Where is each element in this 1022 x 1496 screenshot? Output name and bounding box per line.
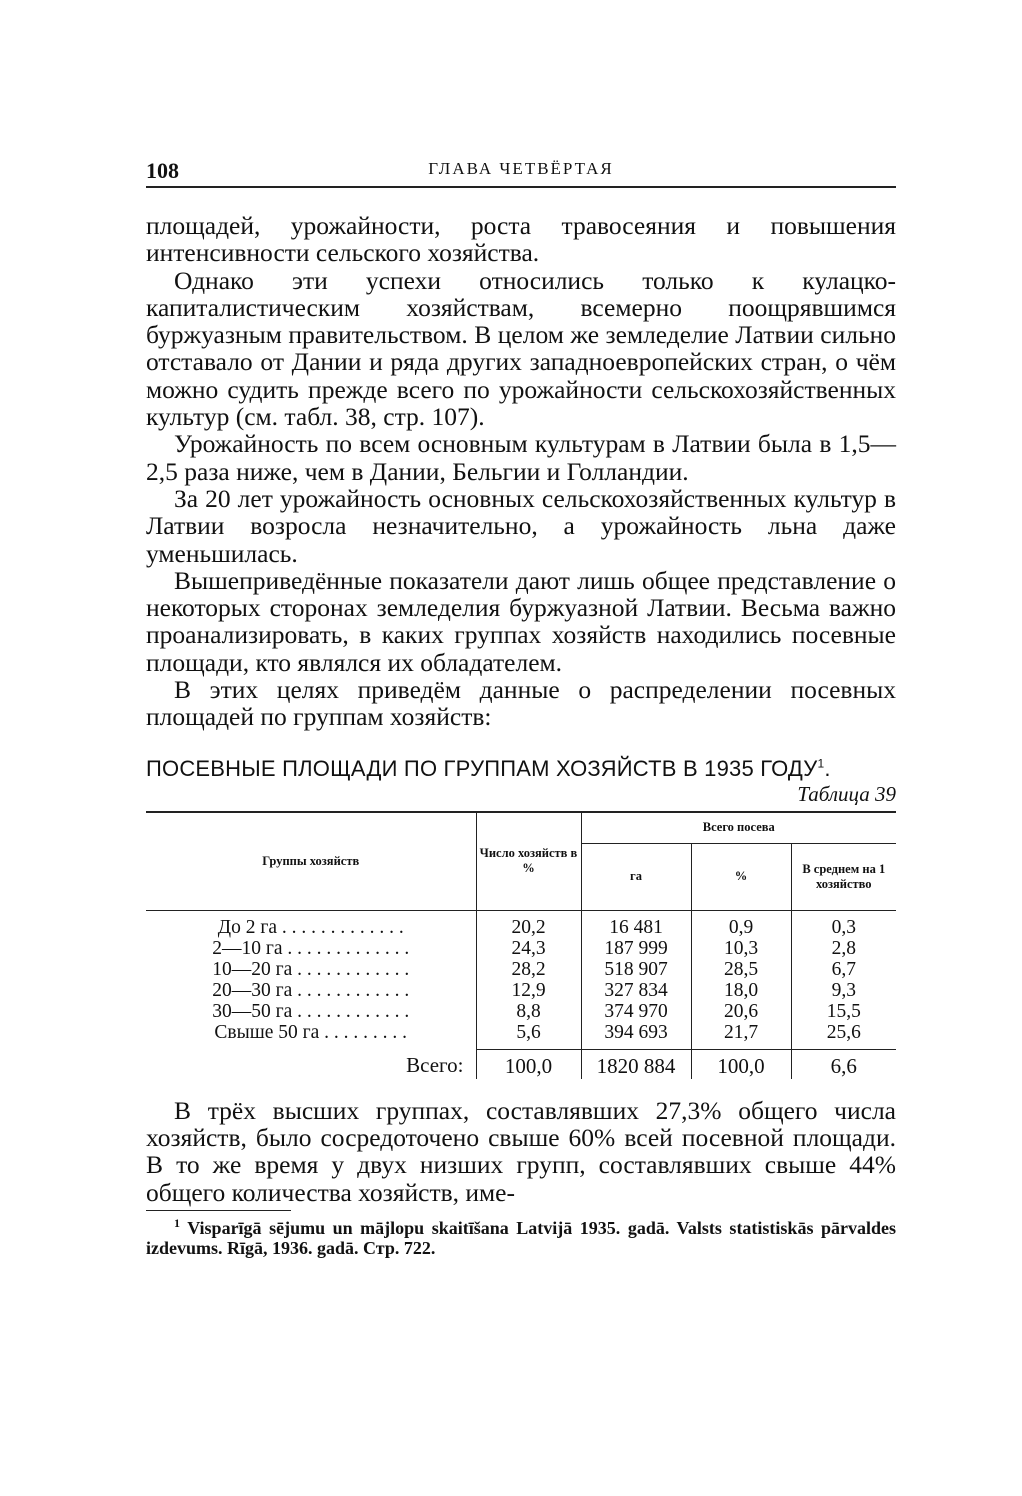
cell-ha: 187 999 xyxy=(581,938,691,959)
cell-number: 8,8 xyxy=(476,1001,581,1022)
paragraph: Вышеприведённые показатели дают лишь общее представление о некоторых сторонах земледелия буржуазной Латвии. Весьма важно проанализировать, в каких группах хозяйств находились посевные площади, кто являлся их обладателем. xyxy=(146,565,896,677)
cell-number: 12,9 xyxy=(476,980,581,1001)
cell-average: 0,3 xyxy=(791,910,896,938)
total-ha: 1820 884 xyxy=(581,1049,691,1079)
paragraph: Урожайность по всем основным культурам в Латвии была в 1,5—2,5 раза ниже, чем в Дании, Бельгии и Голландии. xyxy=(146,429,896,486)
header-percent: % xyxy=(691,843,791,910)
sown-area-table xyxy=(146,811,896,1079)
header-groups: Группы хозяйств xyxy=(146,812,476,911)
cell-ha: 327 834 xyxy=(581,980,691,1001)
header-total-sown: Всего посева xyxy=(581,812,896,844)
book-page xyxy=(146,150,896,1258)
running-head: ГЛАВА ЧЕТВЁРТАЯ xyxy=(428,159,614,178)
footnote-mark: 1 xyxy=(817,756,825,771)
cell-ha: 374 970 xyxy=(581,1001,691,1022)
page-header xyxy=(146,150,896,188)
cell-number: 24,3 xyxy=(476,938,581,959)
cell-average: 2,8 xyxy=(791,938,896,959)
cell-percent: 21,7 xyxy=(691,1022,791,1050)
cell-group: Свыше 50 га . . . . . . . . . xyxy=(214,1021,408,1043)
cell-percent: 28,5 xyxy=(691,959,791,980)
table-label: Таблица 39 xyxy=(797,781,896,806)
table-total-row xyxy=(146,1049,896,1079)
table-row xyxy=(146,1001,896,1022)
paragraph: В трёх высших группах, составлявших 27,3% общего числа хозяйств, было сосредоточено свыше 60% всей посевной площади. В то же время у двух низших групп, составлявших свыше 44% общего количества хозяйств, име- xyxy=(146,1095,896,1207)
table-title: ПОСЕВНЫЕ ПЛОЩАДИ ПО ГРУППАМ ХОЗЯЙСТВ В 1935 ГОДУ$^1$. xyxy=(146,755,831,781)
cell-number: 5,6 xyxy=(476,1022,581,1050)
footnote-number: 1 xyxy=(174,1215,180,1230)
cell-average: 6,7 xyxy=(791,959,896,980)
cell-group: 2—10 га . . . . . . . . . . . . . xyxy=(212,937,410,959)
cell-ha: 16 481 xyxy=(581,910,691,938)
paragraph: В этих целях приведём данные о распределении посевных площадей по группам хозяйств: xyxy=(146,675,896,732)
paragraph: Однако эти успехи относились только к кулацко-капиталистическим хозяйствам, всемерно поощрявшимся буржуазным правительством. В целом же земледелие Латвии сильно отставало от Дании и ряда других западноевропейских стран, о чём можно судить прежде всего по урожайности сельскохозяйственных культур (см. табл. 38, стр. 107). xyxy=(146,265,896,432)
table-row xyxy=(146,1022,896,1050)
cell-number: 20,2 xyxy=(476,910,581,938)
header-number: Число хозяйств в % xyxy=(476,812,581,911)
header-ha: га xyxy=(581,843,691,910)
paragraph: площадей, урожайности, роста травосеяния и повышения интенсивности сельского хозяйства. xyxy=(146,211,896,268)
cell-ha: 518 907 xyxy=(581,959,691,980)
total-label: Всего: xyxy=(406,1053,464,1078)
cell-average: 9,3 xyxy=(791,980,896,1001)
table-row xyxy=(146,959,896,980)
total-number: 100,0 xyxy=(476,1049,581,1079)
paragraph: За 20 лет урожайность основных сельскохозяйственных культур в Латвии возросла незначительно, а урожайность льна даже уменьшилась. xyxy=(146,483,896,568)
cell-group: 30—50 га . . . . . . . . . . . . xyxy=(212,1000,410,1022)
cell-percent: 18,0 xyxy=(691,980,791,1001)
table-row xyxy=(146,938,896,959)
page-number: 108 xyxy=(146,158,179,183)
body-text xyxy=(146,212,896,731)
cell-percent: 20,6 xyxy=(691,1001,791,1022)
cell-group: 10—20 га . . . . . . . . . . . . xyxy=(212,958,410,980)
body-text-after-table xyxy=(146,1097,896,1206)
footnote-text: Visparīgā sējumu un mājlopu skaitīšana Latvijā 1935. gadā. Valsts statistiskās pārvaldes izdevums. Rīgā, 1936. gadā. Стр. 722. xyxy=(146,1217,896,1258)
total-percent: 100,0 xyxy=(691,1049,791,1079)
cell-average: 25,6 xyxy=(791,1022,896,1050)
cell-group: 20—30 га . . . . . . . . . . . . xyxy=(212,979,410,1001)
table-row xyxy=(146,910,896,938)
header-average: В среднем на 1 хозяйство xyxy=(791,843,896,910)
footnote xyxy=(146,1213,896,1258)
cell-ha: 394 693 xyxy=(581,1022,691,1050)
total-average: 6,6 xyxy=(791,1049,896,1079)
cell-number: 28,2 xyxy=(476,959,581,980)
footnote-divider xyxy=(146,1210,291,1211)
cell-percent: 10,3 xyxy=(691,938,791,959)
cell-group: До 2 га . . . . . . . . . . . . . xyxy=(217,916,404,938)
cell-percent: 0,9 xyxy=(691,910,791,938)
table-row xyxy=(146,980,896,1001)
cell-average: 15,5 xyxy=(791,1001,896,1022)
